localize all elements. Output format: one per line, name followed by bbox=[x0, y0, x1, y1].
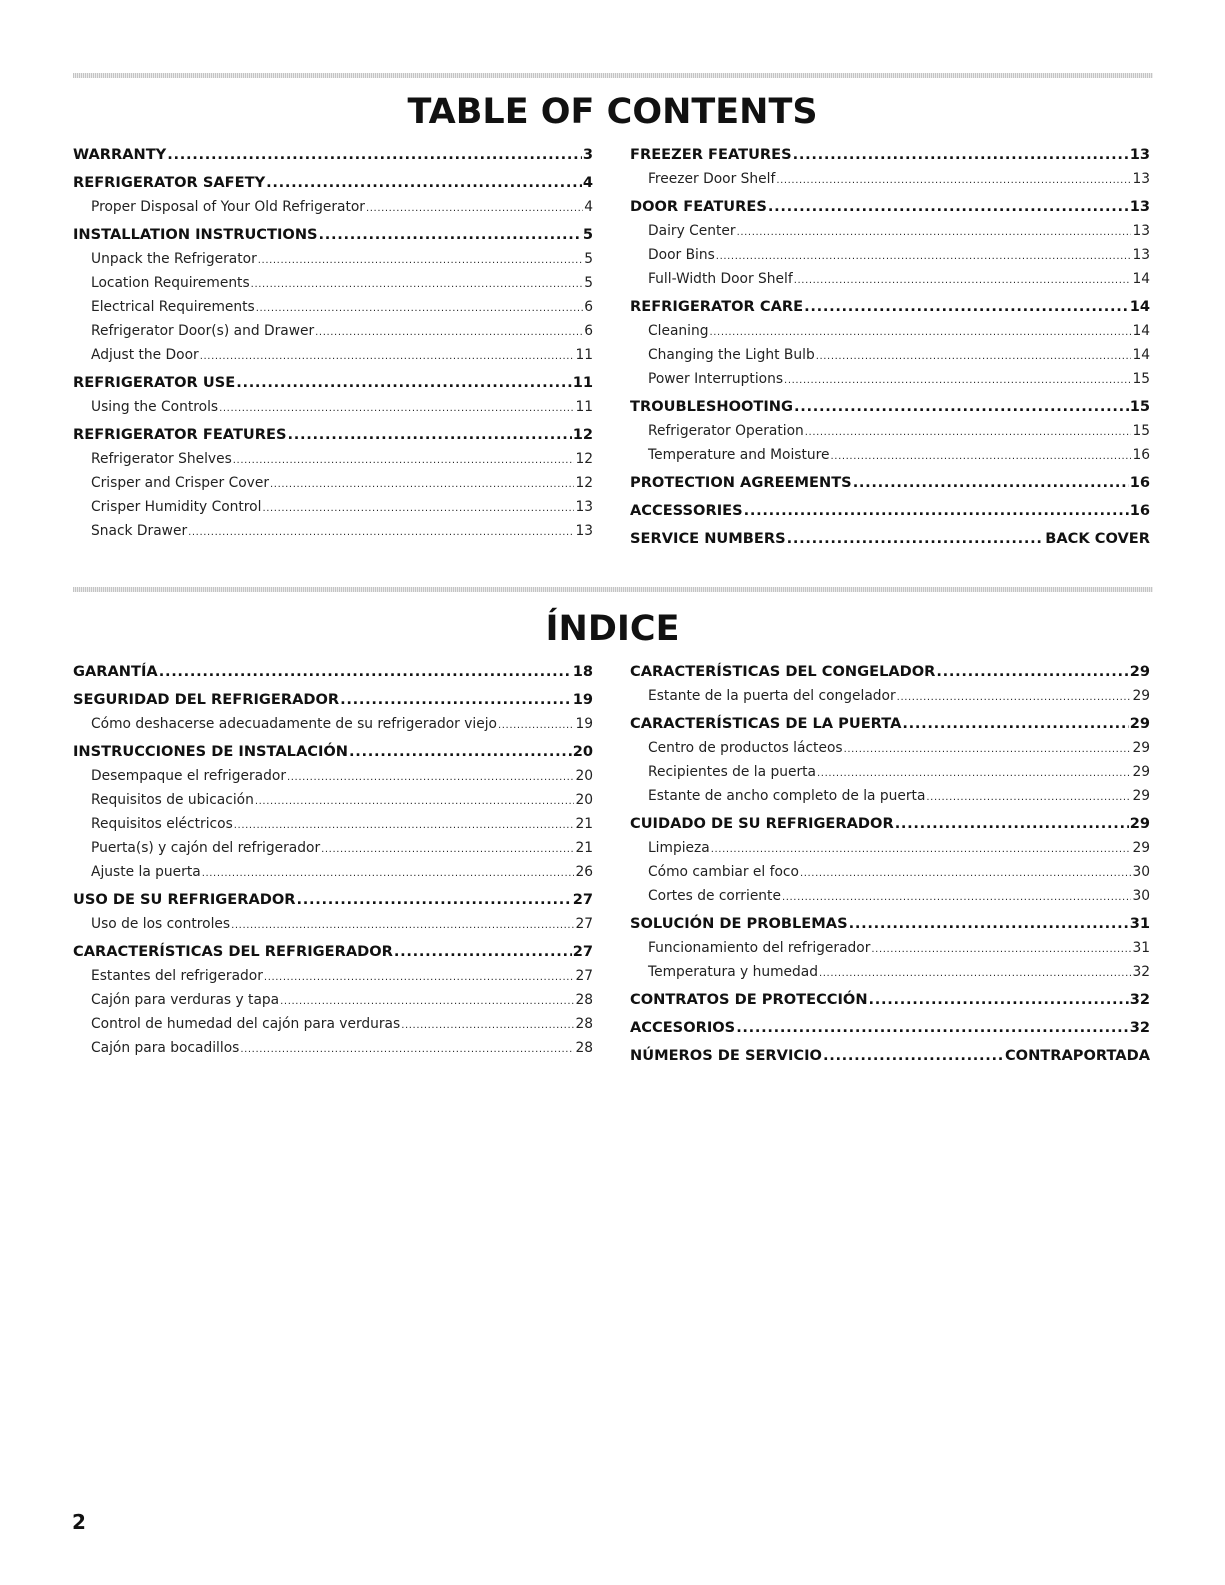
dot-leader bbox=[716, 243, 1132, 267]
toc-title: TABLE OF CONTENTS bbox=[407, 92, 818, 132]
entry-page-number: 26 bbox=[575, 864, 593, 880]
entry-label: Dairy Center bbox=[648, 223, 736, 239]
entry-page-number: 14 bbox=[1129, 298, 1150, 315]
toc-subsection-entry[interactable] bbox=[73, 964, 593, 988]
dot-leader bbox=[897, 684, 1132, 708]
entry-page-number: 30 bbox=[1132, 864, 1150, 880]
entry-label: Adjust the Door bbox=[91, 347, 199, 363]
entry-page-number: 27 bbox=[572, 943, 593, 960]
entry-label: Uso de los controles bbox=[91, 916, 231, 932]
toc-subsection-entry[interactable] bbox=[73, 519, 593, 543]
toc-subsection-entry[interactable] bbox=[73, 471, 593, 495]
entry-page-number: 5 bbox=[584, 275, 593, 291]
dot-leader bbox=[831, 443, 1132, 467]
entry-label: Cajón para verduras y tapa bbox=[91, 992, 280, 1008]
entry-page-number: 14 bbox=[1132, 323, 1150, 339]
toc-section-entry[interactable] bbox=[73, 223, 593, 247]
dot-leader bbox=[231, 912, 574, 936]
entry-page-number: 5 bbox=[584, 251, 593, 267]
entry-label: Funcionamiento del refrigerador bbox=[648, 940, 871, 956]
toc-subsection-entry[interactable] bbox=[73, 247, 593, 271]
entry-label: SEGURIDAD DEL REFRIGERADOR bbox=[73, 691, 340, 708]
entry-label: Crisper Humidity Control bbox=[91, 499, 262, 515]
toc-subsection-entry[interactable] bbox=[630, 836, 1150, 860]
dot-leader bbox=[844, 736, 1132, 760]
toc-subsection-entry[interactable] bbox=[73, 195, 593, 219]
dot-leader bbox=[869, 988, 1129, 1012]
toc-subsection-entry[interactable] bbox=[73, 495, 593, 519]
dot-leader bbox=[270, 471, 574, 495]
entry-page-number: 6 bbox=[584, 323, 593, 339]
toc-subsection-entry[interactable] bbox=[630, 884, 1150, 908]
dot-leader bbox=[737, 219, 1132, 243]
entry-page-number: 29 bbox=[1132, 788, 1150, 804]
toc-subsection-entry[interactable] bbox=[630, 860, 1150, 884]
toc-subsection-entry[interactable] bbox=[73, 860, 593, 884]
dot-leader bbox=[280, 988, 574, 1012]
entry-label: USO DE SU REFRIGERADOR bbox=[73, 891, 296, 908]
dot-leader bbox=[236, 371, 571, 395]
dot-leader bbox=[800, 860, 1131, 884]
dot-leader bbox=[710, 319, 1132, 343]
entry-label: Temperatura y humedad bbox=[648, 964, 818, 980]
entry-page-number: 5 bbox=[582, 226, 593, 243]
toc-subsection-entry[interactable] bbox=[630, 319, 1150, 343]
toc-subsection-entry[interactable] bbox=[630, 419, 1150, 443]
entry-label: Refrigerator Shelves bbox=[91, 451, 232, 467]
entry-label: Requisitos eléctricos bbox=[91, 816, 233, 832]
toc-subsection-entry[interactable] bbox=[73, 788, 593, 812]
entry-page-number: 20 bbox=[575, 768, 593, 784]
entry-label: REFRIGERATOR SAFETY bbox=[73, 174, 266, 191]
entry-label: INSTALLATION INSTRUCTIONS bbox=[73, 226, 318, 243]
toc-section-entry[interactable] bbox=[630, 912, 1150, 936]
dot-leader bbox=[793, 143, 1129, 167]
dot-leader bbox=[234, 812, 575, 836]
dot-leader bbox=[853, 471, 1129, 495]
toc-subsection-entry[interactable] bbox=[630, 684, 1150, 708]
entry-page-number: 13 bbox=[1129, 198, 1150, 215]
toc-section-entry[interactable] bbox=[73, 171, 593, 195]
toc-subsection-entry[interactable] bbox=[630, 760, 1150, 784]
toc-section-entry[interactable] bbox=[630, 988, 1150, 1012]
dot-leader bbox=[349, 740, 572, 764]
dot-leader bbox=[794, 395, 1129, 419]
entry-label: Cortes de corriente bbox=[648, 888, 781, 904]
dot-leader bbox=[817, 760, 1131, 784]
dot-leader bbox=[787, 527, 1045, 551]
entry-label: CARACTERÍSTICAS DEL REFRIGERADOR bbox=[73, 943, 393, 960]
dot-leader bbox=[849, 912, 1129, 936]
toc-section-entry[interactable] bbox=[73, 940, 593, 964]
entry-page-number: 16 bbox=[1129, 474, 1150, 491]
top-divider bbox=[73, 73, 1153, 78]
entry-page-number: 15 bbox=[1132, 423, 1150, 439]
entry-page-number: 11 bbox=[575, 347, 593, 363]
dot-leader bbox=[219, 395, 574, 419]
entry-page-number: 11 bbox=[575, 399, 593, 415]
dot-leader bbox=[287, 764, 574, 788]
entry-page-number: 31 bbox=[1129, 915, 1150, 932]
toc-section-entry[interactable] bbox=[73, 888, 593, 912]
entry-page-number: 28 bbox=[575, 992, 593, 1008]
dot-leader bbox=[288, 423, 572, 447]
entry-label: CARACTERÍSTICAS DE LA PUERTA bbox=[630, 715, 902, 732]
toc-subsection-entry[interactable] bbox=[630, 936, 1150, 960]
dot-leader bbox=[159, 660, 572, 684]
entry-page-number: 3 bbox=[582, 146, 593, 163]
entry-label: FREEZER FEATURES bbox=[630, 146, 792, 163]
entry-label: CONTRATOS DE PROTECCIÓN bbox=[630, 991, 868, 1008]
entry-page-number: 12 bbox=[572, 426, 593, 443]
entry-page-number: 27 bbox=[575, 916, 593, 932]
entry-page-number: 27 bbox=[575, 968, 593, 984]
entry-page-number: 27 bbox=[572, 891, 593, 908]
toc-subsection-entry[interactable] bbox=[73, 1012, 593, 1036]
dot-leader bbox=[926, 784, 1131, 808]
entry-label: Location Requirements bbox=[91, 275, 250, 291]
entry-label: Control de humedad del cajón para verduras bbox=[91, 1016, 401, 1032]
dot-leader bbox=[776, 167, 1131, 191]
entry-label: DOOR FEATURES bbox=[630, 198, 767, 215]
entry-page-number: 32 bbox=[1129, 991, 1150, 1008]
dot-leader bbox=[736, 1016, 1129, 1040]
entry-label: SOLUCIÓN DE PROBLEMAS bbox=[630, 915, 848, 932]
entry-page-number: 4 bbox=[584, 199, 593, 215]
toc-subsection-entry[interactable] bbox=[73, 1036, 593, 1060]
dot-leader bbox=[794, 267, 1132, 291]
dot-leader bbox=[823, 1044, 1004, 1068]
dot-leader bbox=[262, 495, 574, 519]
entry-page-number: 12 bbox=[575, 475, 593, 491]
toc-section-entry[interactable] bbox=[630, 395, 1150, 419]
entry-label: TROUBLESHOOTING bbox=[630, 398, 793, 415]
entry-label: Refrigerator Door(s) and Drawer bbox=[91, 323, 315, 339]
dot-leader bbox=[264, 964, 575, 988]
toc-section-entry[interactable] bbox=[73, 371, 593, 395]
entry-page-number: 14 bbox=[1132, 347, 1150, 363]
dot-leader bbox=[782, 884, 1131, 908]
entry-label: Full-Width Door Shelf bbox=[648, 271, 793, 287]
toc-subsection-entry[interactable] bbox=[630, 784, 1150, 808]
entry-page-number: 29 bbox=[1132, 740, 1150, 756]
entry-page-number: 13 bbox=[1132, 247, 1150, 263]
toc-subsection-entry[interactable] bbox=[630, 219, 1150, 243]
dot-leader bbox=[498, 712, 574, 736]
toc-section-entry[interactable] bbox=[630, 812, 1150, 836]
toc-section-entry[interactable] bbox=[630, 660, 1150, 684]
toc-subsection-entry[interactable] bbox=[630, 343, 1150, 367]
entry-label: Centro de productos lácteos bbox=[648, 740, 843, 756]
toc-left-column bbox=[73, 143, 593, 543]
entry-label: Proper Disposal of Your Old Refrigerator bbox=[91, 199, 365, 215]
page-number: 2 bbox=[72, 1510, 86, 1534]
dot-leader bbox=[401, 1012, 574, 1036]
entry-page-number: 16 bbox=[1132, 447, 1150, 463]
dot-leader bbox=[188, 519, 574, 543]
entry-page-number: 13 bbox=[1132, 223, 1150, 239]
entry-page-number: 20 bbox=[572, 743, 593, 760]
entry-label: Requisitos de ubicación bbox=[91, 792, 254, 808]
toc-subsection-entry[interactable] bbox=[630, 267, 1150, 291]
entry-page-number: 21 bbox=[575, 816, 593, 832]
toc-subsection-entry[interactable] bbox=[73, 319, 593, 343]
dot-leader bbox=[871, 936, 1131, 960]
entry-label: CARACTERÍSTICAS DEL CONGELADOR bbox=[630, 663, 936, 680]
entry-label: Estante de la puerta del congelador bbox=[648, 688, 896, 704]
entry-page-number: 15 bbox=[1132, 371, 1150, 387]
entry-label: ACCESSORIES bbox=[630, 502, 743, 519]
dot-leader bbox=[804, 295, 1129, 319]
toc-subsection-entry[interactable] bbox=[630, 367, 1150, 391]
entry-page-number: 28 bbox=[575, 1016, 593, 1032]
entry-page-number: 20 bbox=[575, 792, 593, 808]
entry-label: Limpieza bbox=[648, 840, 710, 856]
toc-subsection-entry[interactable] bbox=[73, 395, 593, 419]
toc-section-entry[interactable] bbox=[630, 295, 1150, 319]
dot-leader bbox=[258, 247, 583, 271]
toc-section-entry[interactable] bbox=[73, 143, 593, 167]
dot-leader bbox=[366, 195, 583, 219]
entry-page-number: 16 bbox=[1129, 502, 1150, 519]
entry-label: ACCESORIOS bbox=[630, 1019, 736, 1036]
entry-page-number: 14 bbox=[1132, 271, 1150, 287]
toc-section-entry[interactable] bbox=[630, 1044, 1150, 1068]
entry-label: Unpack the Refrigerator bbox=[91, 251, 257, 267]
toc-section-entry[interactable] bbox=[73, 740, 593, 764]
dot-leader bbox=[233, 447, 575, 471]
entry-label: Cajón para bocadillos bbox=[91, 1040, 240, 1056]
dot-leader bbox=[895, 812, 1129, 836]
entry-page-number: 29 bbox=[1129, 663, 1150, 680]
entry-label: NÚMEROS DE SERVICIO bbox=[630, 1047, 822, 1064]
entry-label: PROTECTION AGREEMENTS bbox=[630, 474, 852, 491]
entry-label: Power Interruptions bbox=[648, 371, 784, 387]
entry-page-number: 30 bbox=[1132, 888, 1150, 904]
toc-subsection-entry[interactable] bbox=[73, 912, 593, 936]
entry-page-number: 6 bbox=[584, 299, 593, 315]
entry-label: REFRIGERATOR FEATURES bbox=[73, 426, 287, 443]
indice-right-column bbox=[630, 660, 1150, 1068]
dot-leader bbox=[240, 1036, 574, 1060]
toc-section-entry[interactable] bbox=[630, 1016, 1150, 1040]
dot-leader bbox=[321, 836, 574, 860]
entry-label: REFRIGERATOR CARE bbox=[630, 298, 804, 315]
toc-section-entry[interactable] bbox=[630, 195, 1150, 219]
dot-leader bbox=[200, 343, 575, 367]
toc-subsection-entry[interactable] bbox=[73, 764, 593, 788]
dot-leader bbox=[167, 143, 582, 167]
entry-page-number: 4 bbox=[582, 174, 593, 191]
entry-page-number: 13 bbox=[1132, 171, 1150, 187]
dot-leader bbox=[315, 319, 583, 343]
entry-label: Snack Drawer bbox=[91, 523, 188, 539]
entry-label: Temperature and Moisture bbox=[648, 447, 830, 463]
indice-left-column bbox=[73, 660, 593, 1060]
entry-label: Desempaque el refrigerador bbox=[91, 768, 286, 784]
entry-label: Recipientes de la puerta bbox=[648, 764, 817, 780]
entry-label: REFRIGERATOR USE bbox=[73, 374, 236, 391]
toc-subsection-entry[interactable] bbox=[73, 712, 593, 736]
entry-page-number: 31 bbox=[1132, 940, 1150, 956]
toc-section-entry[interactable] bbox=[73, 688, 593, 712]
toc-right-column bbox=[630, 143, 1150, 551]
dot-leader bbox=[251, 271, 584, 295]
entry-label: Using the Controls bbox=[91, 399, 219, 415]
entry-page-number: CONTRAPORTADA bbox=[1004, 1047, 1150, 1064]
dot-leader bbox=[816, 343, 1132, 367]
entry-page-number: 28 bbox=[575, 1040, 593, 1056]
entry-page-number: BACK COVER bbox=[1045, 530, 1150, 547]
entry-label: CUIDADO DE SU REFRIGERADOR bbox=[630, 815, 894, 832]
toc-subsection-entry[interactable] bbox=[73, 812, 593, 836]
entry-page-number: 29 bbox=[1132, 764, 1150, 780]
entry-page-number: 21 bbox=[575, 840, 593, 856]
entry-page-number: 29 bbox=[1129, 715, 1150, 732]
dot-leader bbox=[936, 660, 1128, 684]
entry-label: INSTRUCCIONES DE INSTALACIÓN bbox=[73, 743, 349, 760]
dot-leader bbox=[340, 688, 572, 712]
dot-leader bbox=[297, 888, 572, 912]
toc-subsection-entry[interactable] bbox=[73, 836, 593, 860]
entry-page-number: 13 bbox=[575, 523, 593, 539]
entry-page-number: 12 bbox=[575, 451, 593, 467]
toc-subsection-entry[interactable] bbox=[630, 960, 1150, 984]
dot-leader bbox=[255, 788, 575, 812]
dot-leader bbox=[711, 836, 1132, 860]
entry-page-number: 19 bbox=[572, 691, 593, 708]
toc-section-entry[interactable] bbox=[630, 499, 1150, 523]
dot-leader bbox=[744, 499, 1129, 523]
entry-label: Door Bins bbox=[648, 247, 715, 263]
entry-page-number: 29 bbox=[1132, 840, 1150, 856]
entry-label: Cómo cambiar el foco bbox=[648, 864, 799, 880]
entry-label: Changing the Light Bulb bbox=[648, 347, 815, 363]
toc-section-entry[interactable] bbox=[630, 471, 1150, 495]
toc-section-entry[interactable] bbox=[73, 660, 593, 684]
entry-label: Cleaning bbox=[648, 323, 709, 339]
entry-label: Cómo deshacerse adecuadamente de su refrigerador viejo bbox=[91, 716, 497, 732]
toc-section-entry[interactable] bbox=[73, 423, 593, 447]
entry-page-number: 15 bbox=[1129, 398, 1150, 415]
entry-page-number: 18 bbox=[572, 663, 593, 680]
entry-label: Puerta(s) y cajón del refrigerador bbox=[91, 840, 321, 856]
toc-subsection-entry[interactable] bbox=[73, 295, 593, 319]
entry-page-number: 13 bbox=[1129, 146, 1150, 163]
entry-label: SERVICE NUMBERS bbox=[630, 530, 786, 547]
entry-label: Estante de ancho completo de la puerta bbox=[648, 788, 926, 804]
dot-leader bbox=[768, 195, 1129, 219]
dot-leader bbox=[394, 940, 572, 964]
entry-page-number: 13 bbox=[575, 499, 593, 515]
entry-label: WARRANTY bbox=[73, 146, 167, 163]
toc-subsection-entry[interactable] bbox=[73, 988, 593, 1012]
toc-subsection-entry[interactable] bbox=[630, 443, 1150, 467]
toc-subsection-entry[interactable] bbox=[73, 271, 593, 295]
entry-page-number: 11 bbox=[572, 374, 593, 391]
entry-label: Electrical Requirements bbox=[91, 299, 255, 315]
entry-label: GARANTÍA bbox=[73, 663, 158, 680]
toc-section-entry[interactable] bbox=[630, 527, 1150, 551]
entry-label: Freezer Door Shelf bbox=[648, 171, 776, 187]
dot-leader bbox=[266, 171, 582, 195]
entry-page-number: 19 bbox=[575, 716, 593, 732]
dot-leader bbox=[902, 712, 1128, 736]
toc-subsection-entry[interactable] bbox=[630, 243, 1150, 267]
dot-leader bbox=[319, 223, 582, 247]
toc-subsection-entry[interactable] bbox=[73, 343, 593, 367]
dot-leader bbox=[819, 960, 1131, 984]
entry-label: Estantes del refrigerador bbox=[91, 968, 263, 984]
toc-section-entry[interactable] bbox=[630, 143, 1150, 167]
entry-label: Ajuste la puerta bbox=[91, 864, 201, 880]
entry-page-number: 29 bbox=[1129, 815, 1150, 832]
dot-leader bbox=[805, 419, 1132, 443]
entry-page-number: 29 bbox=[1132, 688, 1150, 704]
toc-subsection-entry[interactable] bbox=[630, 736, 1150, 760]
entry-page-number: 32 bbox=[1132, 964, 1150, 980]
entry-page-number: 32 bbox=[1129, 1019, 1150, 1036]
indice-title: ÍNDICE bbox=[545, 609, 680, 649]
toc-subsection-entry[interactable] bbox=[630, 167, 1150, 191]
toc-section-entry[interactable] bbox=[630, 712, 1150, 736]
toc-subsection-entry[interactable] bbox=[73, 447, 593, 471]
middle-divider bbox=[73, 587, 1153, 592]
entry-label: Refrigerator Operation bbox=[648, 423, 804, 439]
dot-leader bbox=[202, 860, 575, 884]
dot-leader bbox=[256, 295, 584, 319]
entry-label: Crisper and Crisper Cover bbox=[91, 475, 270, 491]
dot-leader bbox=[784, 367, 1131, 391]
